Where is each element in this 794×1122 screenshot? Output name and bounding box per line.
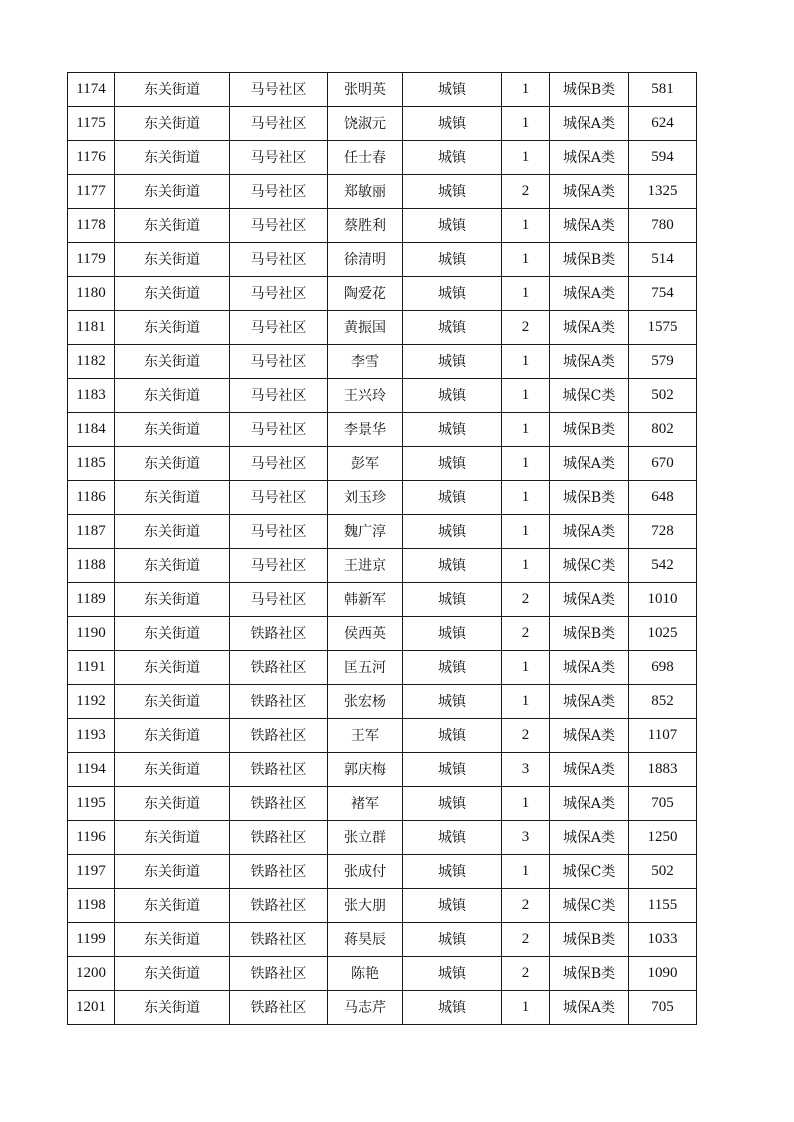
cell-row-number: 1182: [68, 345, 115, 379]
cell-name: 刘玉珍: [328, 481, 403, 515]
cell-household-size: 1: [502, 243, 550, 277]
cell-amount: 1025: [629, 617, 697, 651]
cell-amount: 705: [629, 991, 697, 1025]
cell-row-number: 1181: [68, 311, 115, 345]
cell-household-size: 1: [502, 481, 550, 515]
cell-household-size: 1: [502, 73, 550, 107]
cell-amount: 1883: [629, 753, 697, 787]
cell-name: 陶爱花: [328, 277, 403, 311]
cell-amount: 1325: [629, 175, 697, 209]
cell-subdistrict: 东关街道: [115, 889, 230, 923]
table-row: [68, 379, 697, 413]
table-row: [68, 345, 697, 379]
cell-amount: 1090: [629, 957, 697, 991]
assistance-roster-table: [67, 72, 697, 1025]
cell-subdistrict: 东关街道: [115, 923, 230, 957]
cell-subdistrict: 东关街道: [115, 753, 230, 787]
cell-community: 马号社区: [230, 413, 328, 447]
table-row: [68, 787, 697, 821]
cell-insurance-category: 城保A类: [550, 685, 629, 719]
cell-household-size: 2: [502, 617, 550, 651]
cell-community: 铁路社区: [230, 617, 328, 651]
table-row: [68, 685, 697, 719]
cell-household-size: 1: [502, 651, 550, 685]
cell-row-number: 1190: [68, 617, 115, 651]
cell-amount: 1010: [629, 583, 697, 617]
cell-amount: 852: [629, 685, 697, 719]
table-row: [68, 617, 697, 651]
cell-community: 马号社区: [230, 311, 328, 345]
cell-household-size: 1: [502, 991, 550, 1025]
cell-community: 马号社区: [230, 447, 328, 481]
cell-amount: 802: [629, 413, 697, 447]
cell-insurance-category: 城保A类: [550, 651, 629, 685]
cell-community: 铁路社区: [230, 719, 328, 753]
cell-row-number: 1184: [68, 413, 115, 447]
cell-name: 李景华: [328, 413, 403, 447]
cell-subdistrict: 东关街道: [115, 957, 230, 991]
cell-subdistrict: 东关街道: [115, 651, 230, 685]
cell-name: 陈艳: [328, 957, 403, 991]
cell-row-number: 1192: [68, 685, 115, 719]
cell-insurance-category: 城保C类: [550, 549, 629, 583]
cell-household-size: 1: [502, 209, 550, 243]
cell-amount: 502: [629, 855, 697, 889]
cell-subdistrict: 东关街道: [115, 73, 230, 107]
cell-subdistrict: 东关街道: [115, 821, 230, 855]
cell-name: 马志芹: [328, 991, 403, 1025]
cell-household-type: 城镇: [403, 481, 502, 515]
cell-amount: 594: [629, 141, 697, 175]
cell-subdistrict: 东关街道: [115, 991, 230, 1025]
cell-community: 马号社区: [230, 243, 328, 277]
cell-row-number: 1196: [68, 821, 115, 855]
cell-household-type: 城镇: [403, 73, 502, 107]
cell-household-size: 2: [502, 583, 550, 617]
cell-insurance-category: 城保A类: [550, 991, 629, 1025]
cell-community: 铁路社区: [230, 821, 328, 855]
cell-subdistrict: 东关街道: [115, 209, 230, 243]
cell-household-type: 城镇: [403, 719, 502, 753]
cell-name: 韩新军: [328, 583, 403, 617]
table-row: [68, 549, 697, 583]
cell-subdistrict: 东关街道: [115, 345, 230, 379]
cell-household-size: 2: [502, 923, 550, 957]
cell-amount: 514: [629, 243, 697, 277]
cell-household-type: 城镇: [403, 515, 502, 549]
cell-subdistrict: 东关街道: [115, 107, 230, 141]
cell-row-number: 1180: [68, 277, 115, 311]
cell-name: 褚军: [328, 787, 403, 821]
cell-name: 饶淑元: [328, 107, 403, 141]
cell-household-size: 2: [502, 719, 550, 753]
cell-name: 王兴玲: [328, 379, 403, 413]
table-row: [68, 447, 697, 481]
cell-household-size: 1: [502, 447, 550, 481]
cell-household-size: 1: [502, 787, 550, 821]
cell-name: 郭庆梅: [328, 753, 403, 787]
cell-name: 张大朋: [328, 889, 403, 923]
cell-subdistrict: 东关街道: [115, 515, 230, 549]
cell-name: 匡五河: [328, 651, 403, 685]
cell-amount: 648: [629, 481, 697, 515]
cell-household-size: 1: [502, 107, 550, 141]
cell-row-number: 1201: [68, 991, 115, 1025]
cell-name: 王军: [328, 719, 403, 753]
cell-household-type: 城镇: [403, 787, 502, 821]
cell-subdistrict: 东关街道: [115, 719, 230, 753]
table-row: [68, 413, 697, 447]
cell-name: 蔡胜利: [328, 209, 403, 243]
table-body: [68, 73, 697, 1025]
cell-name: 侯西英: [328, 617, 403, 651]
cell-household-size: 1: [502, 685, 550, 719]
cell-household-type: 城镇: [403, 855, 502, 889]
cell-insurance-category: 城保A类: [550, 515, 629, 549]
cell-community: 铁路社区: [230, 651, 328, 685]
cell-subdistrict: 东关街道: [115, 175, 230, 209]
cell-subdistrict: 东关街道: [115, 243, 230, 277]
cell-name: 任士春: [328, 141, 403, 175]
table-row: [68, 141, 697, 175]
cell-household-type: 城镇: [403, 413, 502, 447]
cell-household-size: 2: [502, 889, 550, 923]
cell-household-type: 城镇: [403, 175, 502, 209]
cell-row-number: 1177: [68, 175, 115, 209]
cell-household-size: 2: [502, 175, 550, 209]
cell-row-number: 1191: [68, 651, 115, 685]
cell-community: 马号社区: [230, 379, 328, 413]
cell-subdistrict: 东关街道: [115, 141, 230, 175]
cell-amount: 502: [629, 379, 697, 413]
cell-row-number: 1193: [68, 719, 115, 753]
cell-insurance-category: 城保A类: [550, 175, 629, 209]
cell-community: 铁路社区: [230, 889, 328, 923]
cell-insurance-category: 城保A类: [550, 583, 629, 617]
cell-insurance-category: 城保A类: [550, 753, 629, 787]
cell-household-size: 2: [502, 311, 550, 345]
cell-insurance-category: 城保A类: [550, 821, 629, 855]
cell-row-number: 1186: [68, 481, 115, 515]
cell-community: 马号社区: [230, 141, 328, 175]
cell-household-size: 1: [502, 855, 550, 889]
cell-community: 铁路社区: [230, 855, 328, 889]
cell-community: 马号社区: [230, 73, 328, 107]
cell-amount: 1575: [629, 311, 697, 345]
cell-amount: 670: [629, 447, 697, 481]
cell-household-size: 2: [502, 957, 550, 991]
cell-name: 魏广淳: [328, 515, 403, 549]
table-row: [68, 583, 697, 617]
cell-row-number: 1185: [68, 447, 115, 481]
cell-insurance-category: 城保C类: [550, 379, 629, 413]
cell-insurance-category: 城保A类: [550, 447, 629, 481]
cell-amount: 1250: [629, 821, 697, 855]
cell-insurance-category: 城保B类: [550, 617, 629, 651]
cell-subdistrict: 东关街道: [115, 685, 230, 719]
cell-community: 马号社区: [230, 515, 328, 549]
cell-amount: 624: [629, 107, 697, 141]
cell-amount: 705: [629, 787, 697, 821]
cell-household-type: 城镇: [403, 141, 502, 175]
cell-row-number: 1183: [68, 379, 115, 413]
cell-household-type: 城镇: [403, 209, 502, 243]
cell-subdistrict: 东关街道: [115, 855, 230, 889]
cell-community: 马号社区: [230, 549, 328, 583]
table-row: [68, 73, 697, 107]
cell-row-number: 1198: [68, 889, 115, 923]
cell-community: 马号社区: [230, 209, 328, 243]
table-row: [68, 277, 697, 311]
cell-name: 黄振国: [328, 311, 403, 345]
cell-subdistrict: 东关街道: [115, 413, 230, 447]
cell-subdistrict: 东关街道: [115, 481, 230, 515]
table-row: [68, 481, 697, 515]
cell-name: 彭军: [328, 447, 403, 481]
table-row: [68, 719, 697, 753]
cell-name: 张明英: [328, 73, 403, 107]
cell-insurance-category: 城保A类: [550, 345, 629, 379]
cell-household-type: 城镇: [403, 889, 502, 923]
table-row: [68, 889, 697, 923]
cell-community: 马号社区: [230, 583, 328, 617]
cell-household-type: 城镇: [403, 991, 502, 1025]
cell-subdistrict: 东关街道: [115, 549, 230, 583]
cell-insurance-category: 城保A类: [550, 141, 629, 175]
cell-community: 马号社区: [230, 345, 328, 379]
cell-insurance-category: 城保B类: [550, 413, 629, 447]
cell-household-type: 城镇: [403, 107, 502, 141]
cell-subdistrict: 东关街道: [115, 447, 230, 481]
cell-amount: 728: [629, 515, 697, 549]
cell-row-number: 1199: [68, 923, 115, 957]
cell-household-type: 城镇: [403, 549, 502, 583]
cell-community: 铁路社区: [230, 957, 328, 991]
cell-row-number: 1195: [68, 787, 115, 821]
table-row: [68, 991, 697, 1025]
cell-household-size: 1: [502, 379, 550, 413]
cell-household-type: 城镇: [403, 685, 502, 719]
table-row: [68, 753, 697, 787]
cell-household-type: 城镇: [403, 379, 502, 413]
cell-household-type: 城镇: [403, 651, 502, 685]
cell-row-number: 1175: [68, 107, 115, 141]
table-row: [68, 515, 697, 549]
cell-community: 铁路社区: [230, 753, 328, 787]
cell-row-number: 1179: [68, 243, 115, 277]
cell-community: 马号社区: [230, 277, 328, 311]
cell-household-size: 3: [502, 753, 550, 787]
cell-community: 铁路社区: [230, 923, 328, 957]
cell-household-size: 1: [502, 141, 550, 175]
table-row: [68, 855, 697, 889]
table-row: [68, 175, 697, 209]
cell-name: 郑敏丽: [328, 175, 403, 209]
cell-amount: 1107: [629, 719, 697, 753]
cell-household-size: 1: [502, 549, 550, 583]
cell-community: 铁路社区: [230, 991, 328, 1025]
table-row: [68, 209, 697, 243]
cell-insurance-category: 城保C类: [550, 889, 629, 923]
cell-community: 铁路社区: [230, 787, 328, 821]
cell-household-size: 3: [502, 821, 550, 855]
cell-insurance-category: 城保A类: [550, 107, 629, 141]
cell-name: 李雪: [328, 345, 403, 379]
cell-insurance-category: 城保A类: [550, 787, 629, 821]
table-row: [68, 311, 697, 345]
cell-insurance-category: 城保A类: [550, 719, 629, 753]
cell-household-type: 城镇: [403, 583, 502, 617]
cell-row-number: 1200: [68, 957, 115, 991]
cell-community: 铁路社区: [230, 685, 328, 719]
cell-amount: 1033: [629, 923, 697, 957]
cell-row-number: 1188: [68, 549, 115, 583]
cell-household-size: 1: [502, 413, 550, 447]
cell-amount: 542: [629, 549, 697, 583]
cell-name: 张立群: [328, 821, 403, 855]
cell-household-size: 1: [502, 277, 550, 311]
table-row: [68, 243, 697, 277]
cell-insurance-category: 城保A类: [550, 209, 629, 243]
table-row: [68, 923, 697, 957]
cell-insurance-category: 城保B类: [550, 957, 629, 991]
cell-insurance-category: 城保A类: [550, 311, 629, 345]
cell-row-number: 1174: [68, 73, 115, 107]
cell-amount: 579: [629, 345, 697, 379]
cell-insurance-category: 城保A类: [550, 277, 629, 311]
cell-row-number: 1194: [68, 753, 115, 787]
cell-amount: 754: [629, 277, 697, 311]
cell-household-type: 城镇: [403, 447, 502, 481]
cell-insurance-category: 城保B类: [550, 481, 629, 515]
table-row: [68, 821, 697, 855]
cell-subdistrict: 东关街道: [115, 617, 230, 651]
cell-subdistrict: 东关街道: [115, 277, 230, 311]
cell-amount: 780: [629, 209, 697, 243]
cell-household-size: 1: [502, 345, 550, 379]
cell-insurance-category: 城保B类: [550, 243, 629, 277]
cell-insurance-category: 城保C类: [550, 855, 629, 889]
cell-row-number: 1176: [68, 141, 115, 175]
cell-insurance-category: 城保B类: [550, 923, 629, 957]
table-row: [68, 651, 697, 685]
cell-community: 马号社区: [230, 175, 328, 209]
cell-household-type: 城镇: [403, 345, 502, 379]
cell-row-number: 1189: [68, 583, 115, 617]
cell-row-number: 1197: [68, 855, 115, 889]
table-row: [68, 107, 697, 141]
cell-name: 张宏杨: [328, 685, 403, 719]
cell-name: 王进京: [328, 549, 403, 583]
cell-amount: 1155: [629, 889, 697, 923]
cell-subdistrict: 东关街道: [115, 583, 230, 617]
cell-household-type: 城镇: [403, 617, 502, 651]
cell-amount: 581: [629, 73, 697, 107]
cell-household-type: 城镇: [403, 923, 502, 957]
cell-household-type: 城镇: [403, 957, 502, 991]
cell-name: 徐清明: [328, 243, 403, 277]
table-row: [68, 957, 697, 991]
cell-subdistrict: 东关街道: [115, 311, 230, 345]
cell-amount: 698: [629, 651, 697, 685]
cell-insurance-category: 城保B类: [550, 73, 629, 107]
cell-household-type: 城镇: [403, 311, 502, 345]
cell-household-type: 城镇: [403, 277, 502, 311]
cell-household-size: 1: [502, 515, 550, 549]
cell-household-type: 城镇: [403, 821, 502, 855]
cell-community: 马号社区: [230, 107, 328, 141]
cell-household-type: 城镇: [403, 753, 502, 787]
cell-community: 马号社区: [230, 481, 328, 515]
cell-name: 蒋昊辰: [328, 923, 403, 957]
cell-row-number: 1178: [68, 209, 115, 243]
cell-name: 张成付: [328, 855, 403, 889]
cell-household-type: 城镇: [403, 243, 502, 277]
cell-subdistrict: 东关街道: [115, 379, 230, 413]
cell-subdistrict: 东关街道: [115, 787, 230, 821]
cell-row-number: 1187: [68, 515, 115, 549]
